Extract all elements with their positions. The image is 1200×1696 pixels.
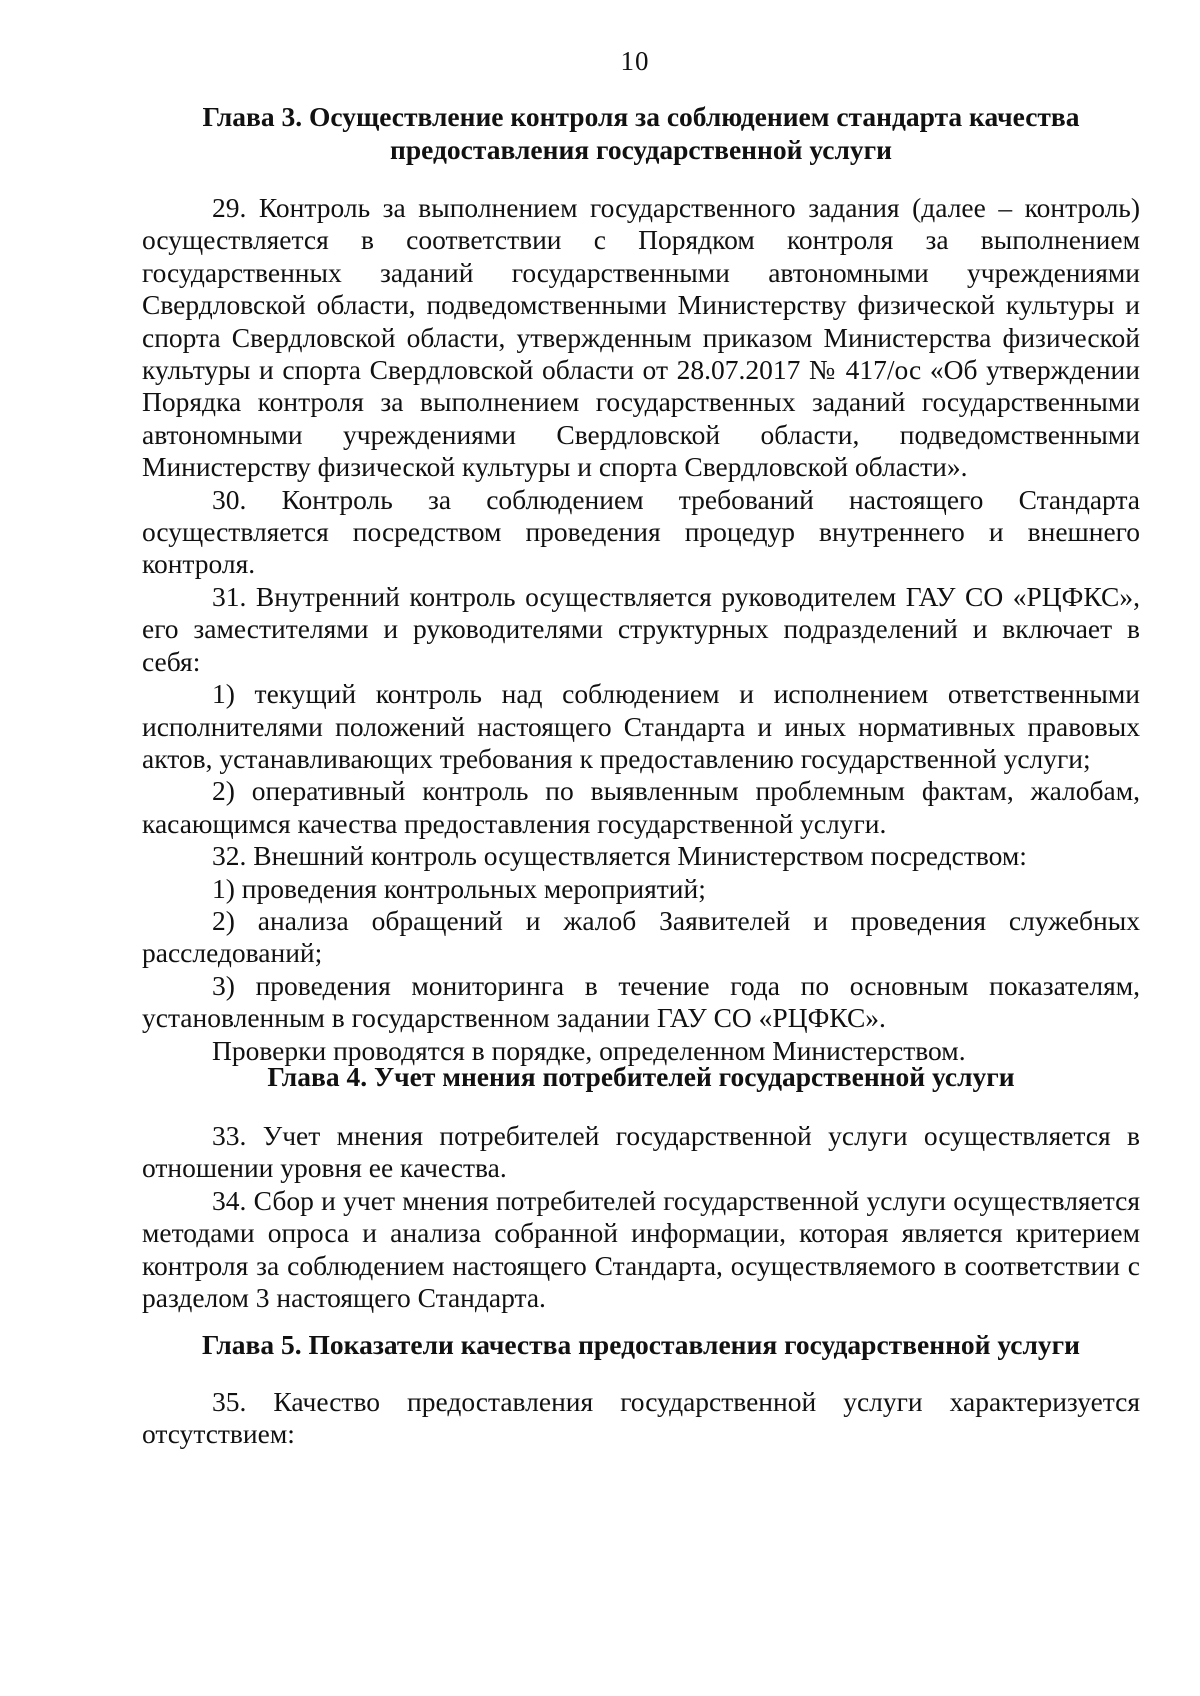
paragraph-32-item-2: 2) анализа обращений и жалоб Заявителей и проведения служебных расследований; [142, 904, 1140, 969]
paragraph-33: 33. Учет мнения потребителей государственной услуги осуществляется в отношении уровня ее качества. [142, 1120, 1140, 1184]
chapter-5-body [142, 1386, 1140, 1451]
paragraph-31-item-1: 1) текущий контроль над соблюдением и исполнением ответственными исполнителями положений настоящего Стандарта и иных нормативных правовых актов, устанавливающих требования к предоставлению государственной услуги; [142, 678, 1140, 774]
chapter-3-title-line-2: предоставления государственной услуги [390, 134, 892, 165]
paragraph-29: 29. Контроль за выполнением государственного задания (далее – контроль) осуществляется в соответствии с Порядком контроля за выполнением государственных заданий государственными автономными учреждениями Свердловской области, подведомственными Министерству физической культуры и спорта Свердловской области, утвержденным приказом Министерства физической культуры и спорта Свердловской области от 28.07.2017 № 417/ос «Об утверждении Порядка контроля за выполнением государственных заданий государственными автономными учреждениями Свердловской области, подведомственными Министерству физической культуры и спорта Свердловской области». [142, 192, 1140, 483]
chapter-5-title: Глава 5. Показатели качества предоставления государственной услуги [201, 1329, 1081, 1360]
paragraph-31: 31. Внутренний контроль осуществляется руководителем ГАУ СО «РЦФКС», его заместителями и руководителями структурных подразделений и включает в себя: [142, 580, 1140, 677]
chapter-4-body [142, 1120, 1140, 1314]
page-number: 10 [620, 46, 650, 76]
paragraph-inspections: Проверки проводятся в порядке, определенном Министерством. [212, 1034, 966, 1066]
paragraph-31-item-2: 2) оперативный контроль по выявленным проблемным фактам, жалобам, касающимся качества предоставления государственной услуги. [142, 775, 1140, 839]
chapter-3-body [142, 192, 1140, 1067]
paragraph-32-item-3: 3) проведения мониторинга в течение года по основным показателям, установленным в государственном задании ГАУ СО «РЦФКС». [142, 969, 1140, 1034]
chapter-3-title [142, 100, 1140, 166]
chapter-4-title: Глава 4. Учет мнения потребителей государственной услуги [267, 1061, 1015, 1092]
chapter-3-title-line-1: Глава 3. Осуществление контроля за соблюдением стандарта качества [202, 101, 1080, 132]
paragraph-34: 34. Сбор и учет мнения потребителей государственной услуги осуществляется методами опроса и анализа собранной информации, которая является критерием контроля за соблюдением настоящего Стандарта, осуществляемого в соответствии с разделом 3 настоящего Стандарта. [142, 1184, 1140, 1314]
paragraph-32-item-1: 1) проведения контрольных мероприятий; [212, 872, 706, 904]
paragraph-35: 35. Качество предоставления государственной услуги характеризуется отсутствием: [142, 1386, 1140, 1450]
paragraph-32: 32. Внешний контроль осуществляется Министерством посредством: [212, 840, 1027, 872]
paragraph-30: 30. Контроль за соблюдением требований настоящего Стандарта осуществляется посредством проведения процедур внутреннего и внешнего контроля. [142, 483, 1140, 580]
